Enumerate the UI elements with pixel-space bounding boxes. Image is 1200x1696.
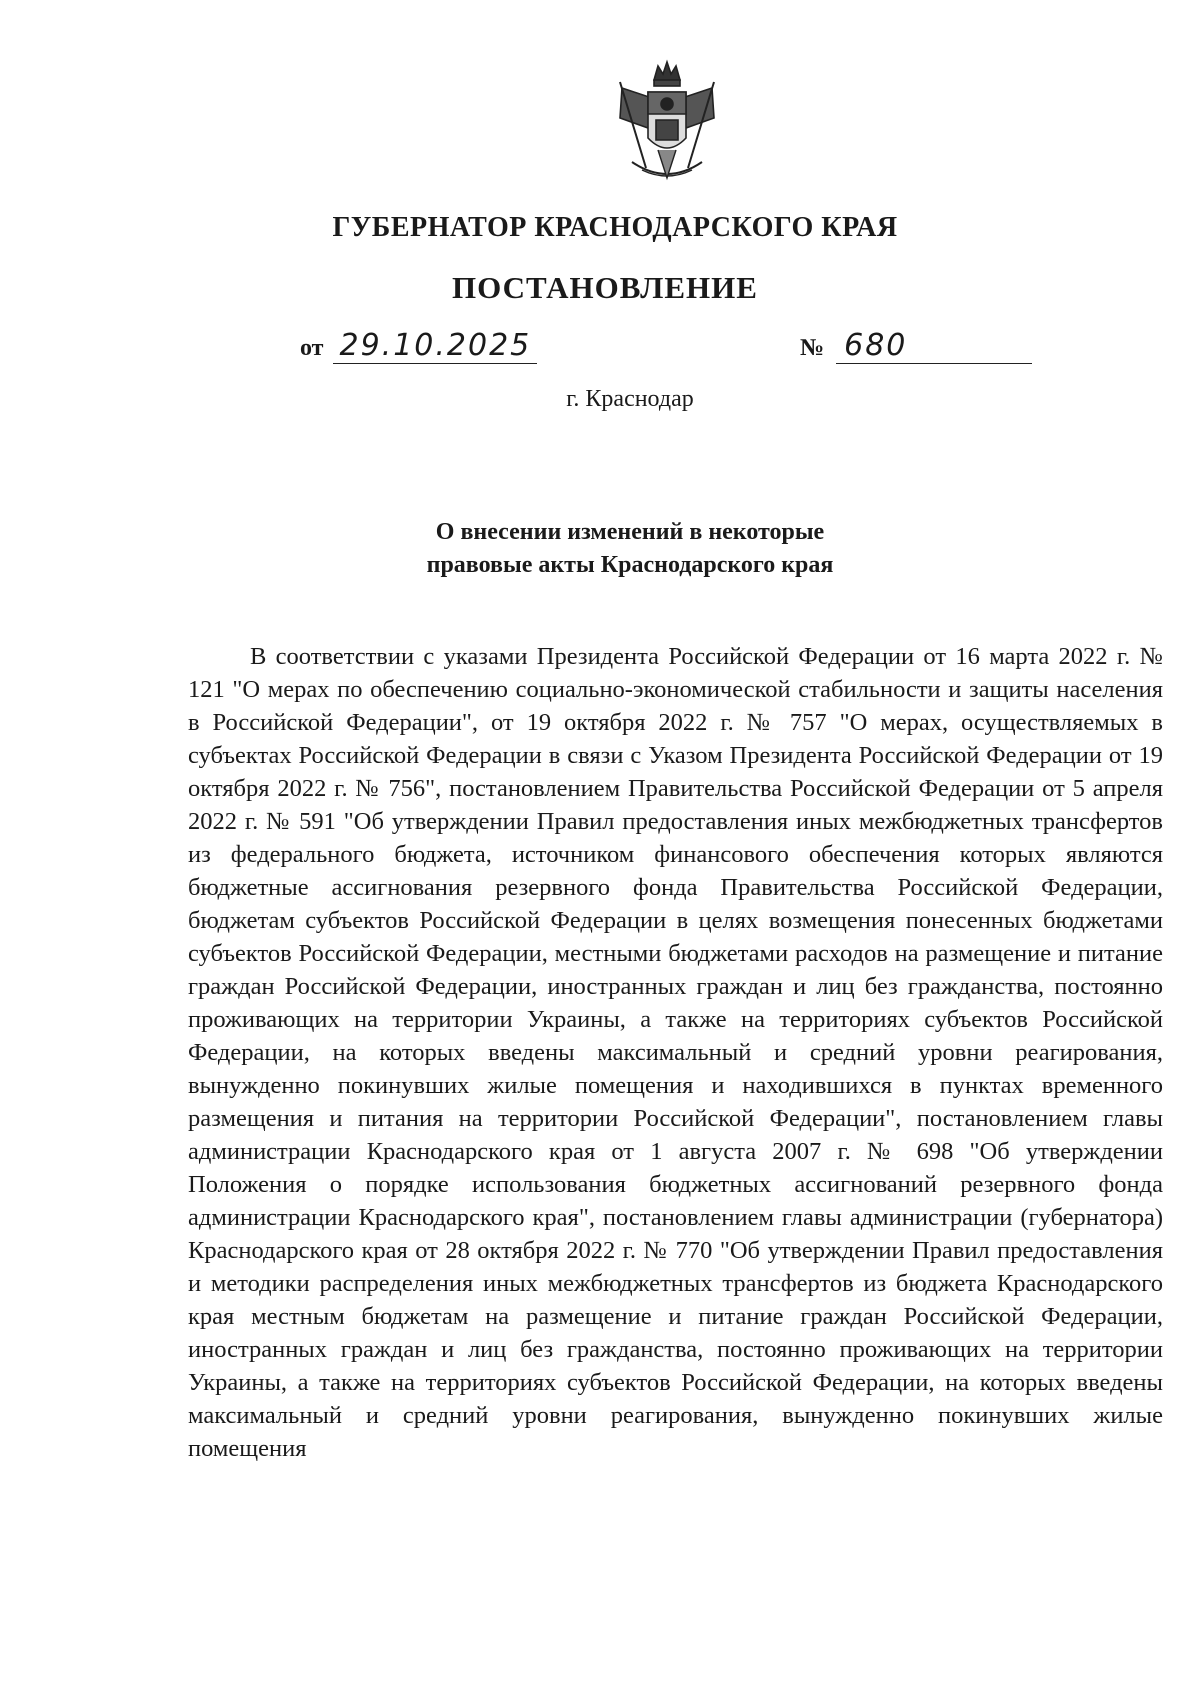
document-subject xyxy=(0,516,1200,582)
issuing-authority: ГУБЕРНАТОР КРАСНОДАРСКОГО КРАЯ xyxy=(332,212,898,243)
date-value: 29.10.2025 xyxy=(333,328,537,364)
number-prefix: № xyxy=(800,335,825,361)
document-number xyxy=(800,328,1032,364)
document-date xyxy=(300,328,537,364)
document-body xyxy=(188,640,1163,1465)
subject-line-2: правовые акты Краснодарского края xyxy=(426,552,834,578)
city: г. Краснодар xyxy=(566,386,694,412)
subject-line-1: О внесении изменений в некоторые xyxy=(435,519,825,545)
krasnodar-coat-of-arms-icon xyxy=(612,58,722,186)
number-value: 680 xyxy=(836,328,1032,364)
document-type: ПОСТАНОВЛЕНИЕ xyxy=(452,270,758,305)
body-paragraph: В соответствии с указами Президента Российской Федерации от 16 марта 2022 г. № 121 "О мерах по обеспечению социально-экономической стабильности и защиты населения в Российской Федерации", от 19 октября 2022 г. № 757 "О мерах, осуществляемых в субъектах Российской Федерации в связи с Указом Президента Российской Федерации от 19 октября 2022 г. № 756", постановлением Правительства Российской Федерации от 5 апреля 2022 г. № 591 "Об утверждении Правил предоставления иных межбюджетных трансфертов из федерального бюджета, источником финансового обеспечения которых являются бюджетные ассигнования резервного фонда Правительства Российской Федерации, бюджетам субъектов Российской Федерации в целях возмещения понесенных бюджетами субъектов Российской Федерации, местными бюджетами расходов на размещение и питание граждан Российской Федерации, иностранных граждан и лиц без гражданства, постоянно проживающих на территории Украины, а также на территориях субъектов Российской Федерации, на которых введены максимальный и средний уровни реагирования, вынужденно покинувших жилые помещения и находившихся в пунктах временного размещения и питания на территории Российской Федерации", постановлением главы администрации Краснодарского края от 1 августа 2007 г. № 698 "Об утверждении Положения о порядке использования бюджетных ассигнований резервного фонда администрации Краснодарского края", постановлением главы администрации (губернатора) Краснодарского края от 28 октября 2022 г. № 770 "Об утверждении Правил предоставления и методики распределения иных межбюджетных трансфертов из бюджета Краснодарского края местным бюджетам на размещение и питание граждан Российской Федерации, иностранных граждан и лиц без гражданства, постоянно проживающих на территории Украины, а также на территориях субъектов Российской Федерации, на которых введены максимальный и средний уровни реагирования, вынужденно покинувших жилые помещения xyxy=(188,643,1163,1462)
date-prefix: от xyxy=(300,335,324,361)
